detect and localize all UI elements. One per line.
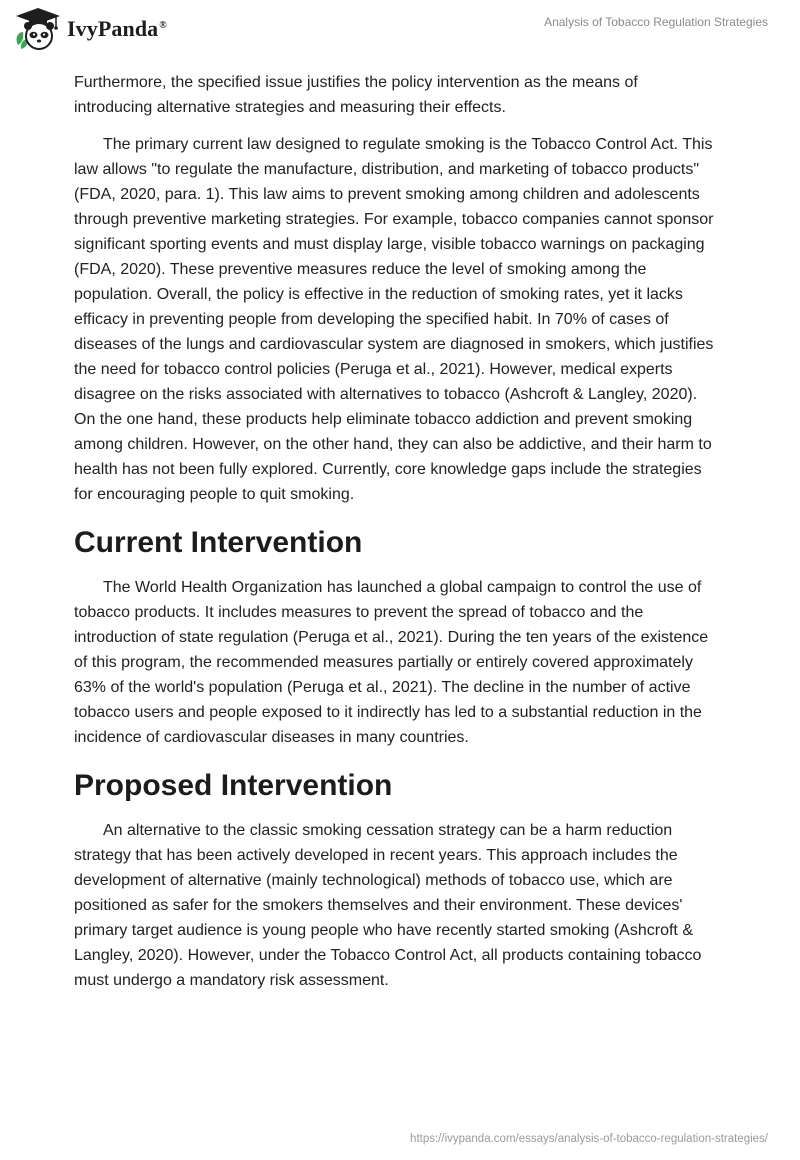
heading-proposed-intervention: Proposed Intervention xyxy=(74,769,393,802)
paragraph-harm-reduction: An alternative to the classic smoking cessation strategy can be a harm reduction strategy that has been actively developed in recent years. This approach includes the development of alternative (mainly technological) methods of tobacco use, which are positioned as safer for the smokers themselves and their environment. These devices' primary target audience is young people who have recently started smoking (Ashcroft & Langley, 2020). However, under the Tobacco Control Act, all products containing tobacco must undergo a mandatory risk assessment. xyxy=(74,822,702,989)
brand-name: IvyPanda® xyxy=(67,16,167,41)
panda-graduate-icon xyxy=(14,7,62,51)
paragraph-who-campaign: The World Health Organization has launched a global campaign to control the use of tobacco products. It includes measures to prevent the spread of tobacco and the introduction of state regulation (Peruga et al., 2021). During the ten years of the existence of this program, the recommended measures partially or entirely covered approximately 63% of the world's population (Peruga et al., 2021). The decline in the number of active tobacco users and people exposed to it indirectly has led to a substantial reduction in the incidence of cardiovascular diseases in many countries. xyxy=(74,579,709,746)
document-title: Analysis of Tobacco Regulation Strategies xyxy=(544,15,768,29)
paragraph-tobacco-control-act: The primary current law designed to regulate smoking is the Tobacco Control Act. This law allows "to regulate the manufacture, distribution, and marketing of tobacco products" (FDA, 2020, para. 1). This law aims to prevent smoking among children and adolescents through preventive marketing strategies. For example, tobacco companies cannot sponsor significant sporting events and must display large, visible tobacco warnings on packaging (FDA, 2020). These preventive measures reduce the level of smoking among the population. Overall, the policy is effective in the reduction of smoking rates, yet it lacks efficacy in preventing people from developing the specified habit. In 70% of cases of diseases of the lungs and cardiovascular system are diagnosed in smokers, which justifies the need for tobacco control policies (Peruga et al., 2021). However, medical experts disagree on the risks associated with alternatives to tobacco (Ashcroft & Langley, 2020). On the one hand, these products help eliminate tobacco addiction and prevent smoking among children. However, on the other hand, they can also be addictive, and their harm to health has not been fully explored. Currently, core knowledge gaps include the strategies for encouraging people to quit smoking. xyxy=(74,136,714,503)
page-header xyxy=(0,0,800,60)
source-url[interactable]: https://ivypanda.com/essays/analysis-of-tobacco-regulation-strategies/ xyxy=(410,1133,768,1145)
essay-content xyxy=(74,70,714,1005)
ivypanda-logo[interactable] xyxy=(14,7,167,51)
paragraph-intro: Furthermore, the specified issue justifies the policy intervention as the means of introducing alternative strategies and measuring their effects. xyxy=(74,74,638,116)
heading-current-intervention: Current Intervention xyxy=(74,526,363,559)
